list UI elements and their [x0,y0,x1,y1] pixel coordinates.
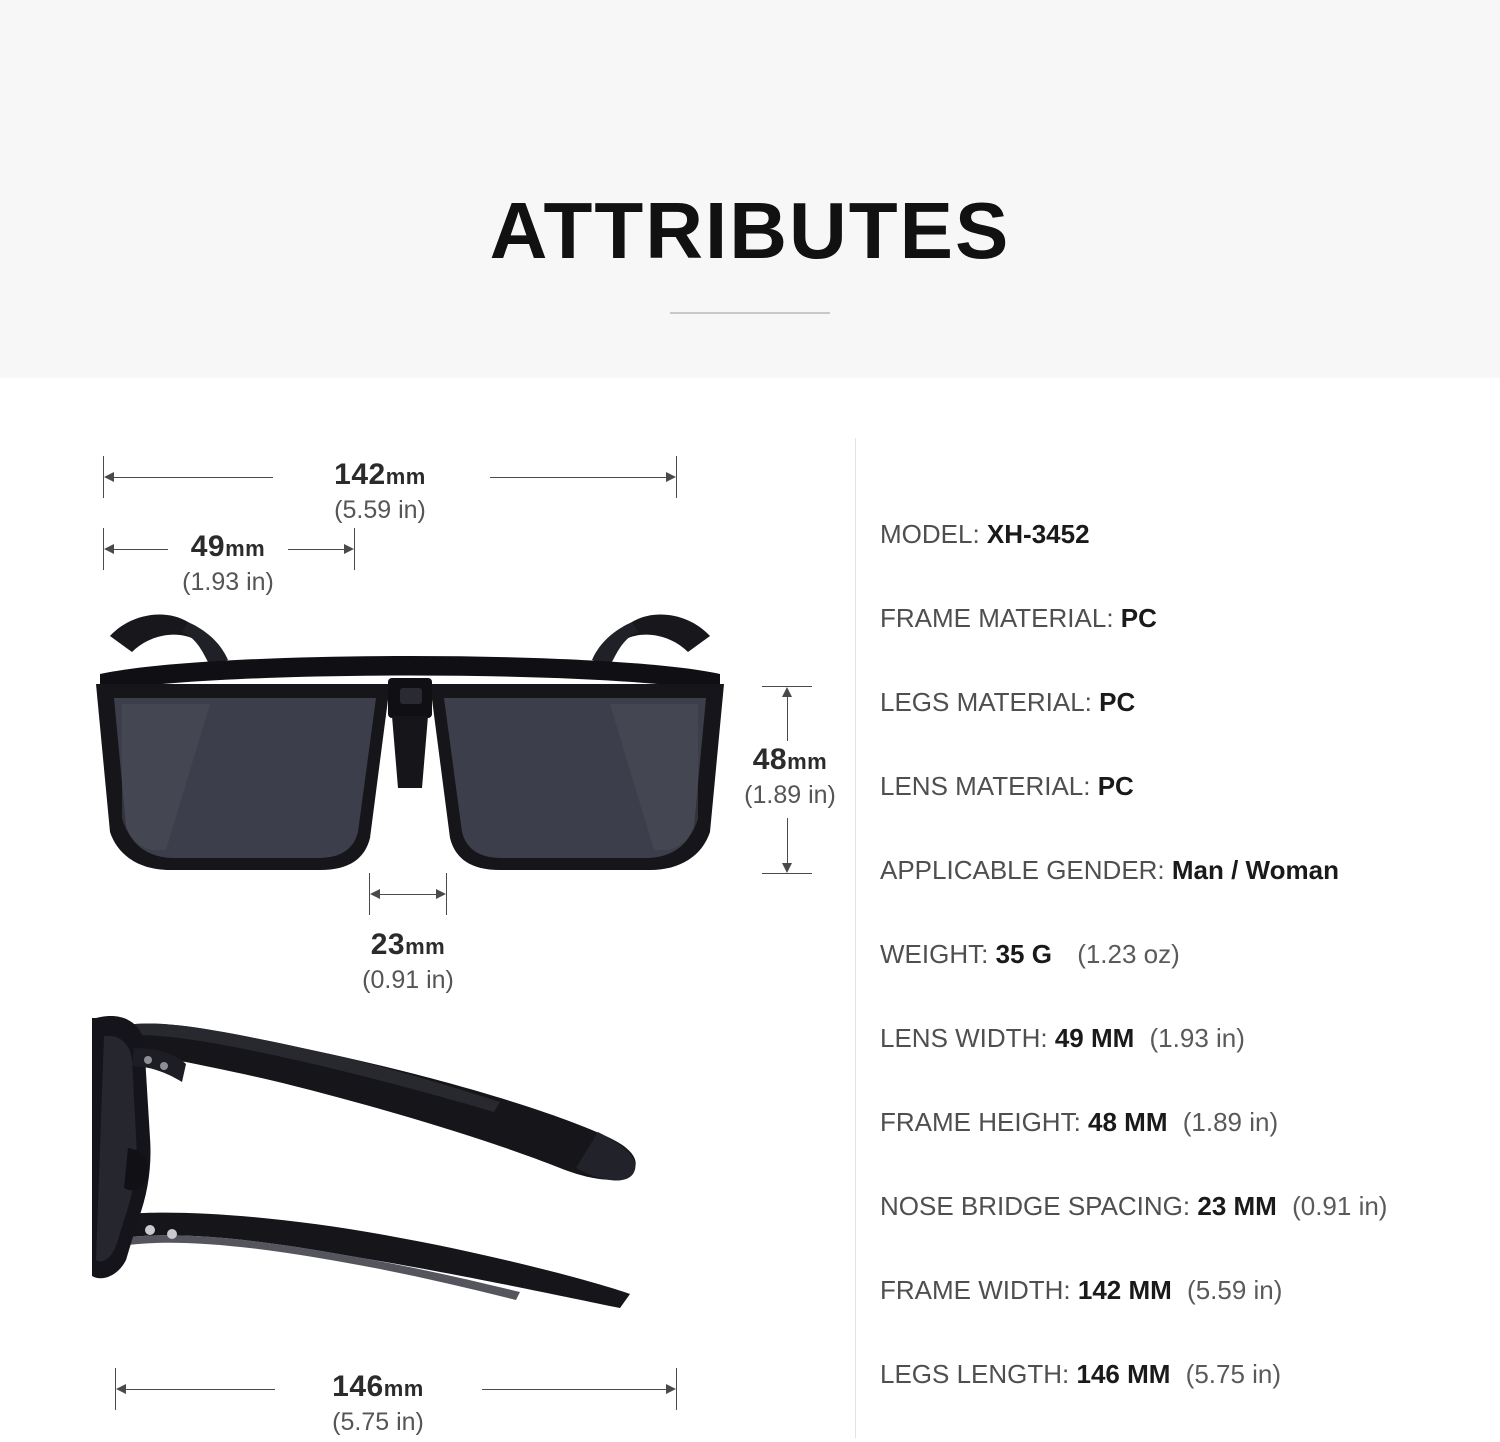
spec-value: XH-3452 [986,519,1090,549]
arrow-line-top [787,696,788,741]
spec-label: LEGS LENGTH: [880,1359,1070,1389]
legs-length-unit: mm [383,1376,424,1401]
spec-label: LENS WIDTH: [880,1023,1048,1053]
spec-alt: (5.59 in) [1187,1275,1283,1305]
vertical-divider [855,438,856,1438]
spec-row-frame-width [880,1274,1480,1306]
tick-right [354,528,355,570]
spec-value: 35 G [995,939,1052,969]
spec-value: PC [1120,603,1157,633]
arrow-line-right [482,1389,666,1390]
spec-value: Man / Woman [1171,855,1339,885]
spec-row-weight [880,938,1480,970]
spec-label: APPLICABLE GENDER: [880,855,1165,885]
arrow-head-left [370,889,380,899]
frame-height-inches: (1.89 in) [744,781,836,809]
tick-right [676,456,677,498]
spec-value: 142 MM [1077,1275,1172,1305]
spec-label: FRAME HEIGHT: [880,1107,1081,1137]
spec-value: PC [1099,687,1136,717]
dimension-lens-width-label [128,530,328,597]
lens-width-unit: mm [225,536,266,561]
arrow-head-left [104,472,114,482]
spec-row-lens-width [880,1022,1480,1054]
spec-value: 48 MM [1088,1107,1168,1137]
bridge-value: 23 [370,928,406,961]
spec-value: 23 MM [1197,1191,1277,1221]
spec-row-lens-material [880,770,1480,802]
spec-alt: (0.91 in) [1292,1191,1388,1221]
spec-row-legs-material [880,686,1480,718]
frame-width-inches: (5.59 in) [334,496,426,524]
spec-label: NOSE BRIDGE SPACING: [880,1191,1191,1221]
tick-right [676,1368,677,1410]
spec-row-applicable-gender [880,854,1480,886]
tick-bottom [762,873,812,874]
arrow-head-left [116,1384,126,1394]
frame-height-unit: mm [787,749,828,774]
spec-label: FRAME MATERIAL: [880,603,1114,633]
arrow-line [379,894,437,895]
spec-label: LENS MATERIAL: [880,771,1091,801]
arrow-head-right [436,889,446,899]
dimension-frame-height-label [690,743,890,810]
bridge-inches: (0.91 in) [362,966,454,994]
arrow-head-right [666,1384,676,1394]
arrow-head-right [666,472,676,482]
bridge-unit: mm [405,934,446,959]
dimension-frame-width-label [280,458,480,525]
arrow-head-left [104,544,114,554]
dimension-nose-bridge-label [308,928,508,995]
sunglasses-side-view-image [90,1008,710,1308]
spec-row-legs-length [880,1358,1480,1390]
sunglasses-front-view-image [70,588,750,888]
lens-width-value: 49 [190,530,226,563]
spec-label: LEGS MATERIAL: [880,687,1092,717]
content-area [0,378,1500,1439]
spec-row-frame-height [880,1106,1480,1138]
spec-value: PC [1097,771,1134,801]
arrow-head-top [782,687,792,697]
spec-label: FRAME WIDTH: [880,1275,1071,1305]
spec-alt: (5.75 in) [1185,1359,1282,1389]
title-underline-rule [670,312,830,314]
specification-list [880,518,1480,1442]
spec-label: WEIGHT: [880,939,989,969]
spec-row-frame-material [880,602,1480,634]
frame-height-value: 48 [752,743,788,776]
arrow-line-bottom [787,818,788,863]
legs-length-inches: (5.75 in) [332,1408,424,1436]
spec-alt: (1.89 in) [1182,1107,1279,1137]
spec-row-nose-bridge-spacing [880,1190,1480,1222]
legs-length-value: 146 [332,1370,384,1403]
spec-label: MODEL: [880,519,980,549]
frame-width-unit: mm [385,464,426,489]
lens-width-inches: (1.93 in) [182,568,274,596]
arrow-head-bottom [782,863,792,873]
frame-width-value: 142 [334,458,386,491]
arrow-line-left [125,1389,275,1390]
spec-alt: (1.93 in) [1149,1023,1245,1053]
page-title: ATTRIBUTES [489,186,1011,275]
arrow-line-right [490,477,666,478]
arrow-line-left [113,477,273,478]
arrow-head-right [344,544,354,554]
spec-value: 49 MM [1054,1023,1135,1053]
spec-row-model [880,518,1480,550]
spec-alt: (1.23 oz) [1077,939,1180,969]
spec-value: 146 MM [1076,1359,1171,1389]
header-band [0,0,1500,379]
dimension-legs-length-label [278,1370,478,1437]
tick-right [446,873,447,915]
